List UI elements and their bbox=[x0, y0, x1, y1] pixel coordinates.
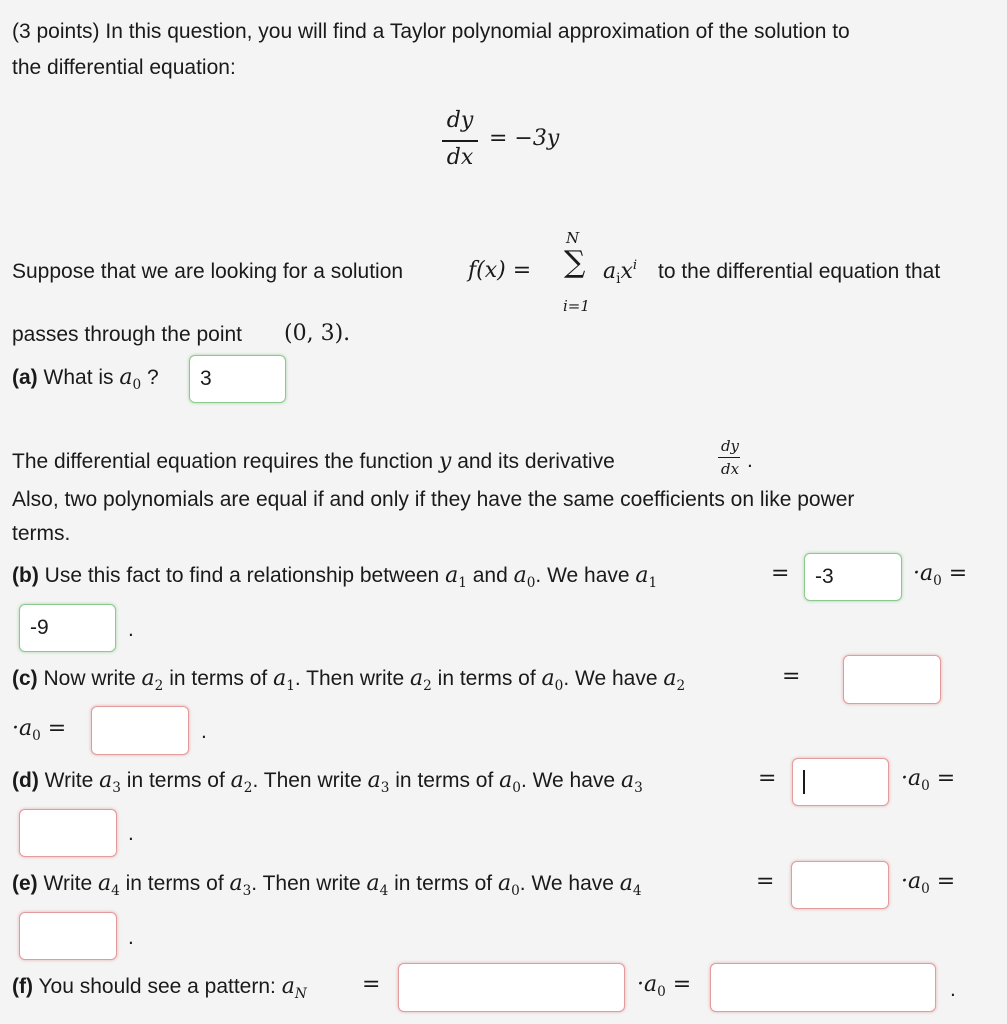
part-c-answer-input-2[interactable] bbox=[91, 706, 189, 755]
part-f-period: . bbox=[950, 978, 956, 1001]
explain-derivative-bar bbox=[718, 457, 740, 458]
explain-line3: terms. bbox=[12, 522, 71, 545]
explain-line2: Also, two polynomials are equal if and only if they have the same coefficients on like power bbox=[12, 488, 855, 511]
part-c-answer-input-1[interactable] bbox=[843, 655, 941, 704]
explain-derivative-den: dx bbox=[720, 460, 740, 478]
ode-fraction-denominator: dx bbox=[446, 145, 474, 170]
passes-through-text: passes through the point bbox=[12, 323, 242, 346]
explain-derivative-num: dy bbox=[720, 437, 740, 455]
part-f-cdot-a0: $\cdot a_0$ = bbox=[637, 972, 692, 1000]
part-d-prompt: (d) Write $a_3$ in terms of $a_2$. Then write $a_3$ in terms of $a_0$. We have $a_3$ bbox=[12, 768, 643, 796]
explain-line1: The differential equation requires the function y and its derivative bbox=[12, 449, 615, 474]
sum-upper-limit: N bbox=[566, 229, 580, 247]
part-d-equals-1: = bbox=[758, 766, 777, 791]
solution-function: f(x) = bbox=[468, 258, 532, 283]
question-intro-line2: the differential equation: bbox=[12, 56, 236, 79]
suppose-text: Suppose that we are looking for a solution bbox=[12, 260, 404, 283]
ode-rhs: = −3y bbox=[489, 126, 560, 151]
part-b-period: . bbox=[128, 618, 134, 641]
series-term: $a_ix^i$ bbox=[603, 258, 638, 287]
sum-lower-limit: i=1 bbox=[563, 297, 590, 315]
part-e-cdot-a0: $\cdot a_0$ = bbox=[901, 869, 956, 897]
initial-point: (0, 3). bbox=[284, 321, 351, 346]
part-d-period: . bbox=[128, 822, 134, 845]
part-d-cdot-a0: $\cdot a_0$ = bbox=[901, 766, 956, 794]
part-b-cdot-a0: $\cdot a_0$ = bbox=[913, 561, 968, 589]
part-c-period: . bbox=[201, 720, 207, 743]
question-intro-line1: (3 points) In this question, you will find a Taylor polynomial approximation of the solution to bbox=[12, 20, 850, 43]
part-b-answer-input-1[interactable]: -3 bbox=[804, 553, 902, 601]
part-d-answer-input-1[interactable] bbox=[792, 758, 889, 806]
part-e-prompt: (e) Write $a_4$ in terms of $a_3$. Then write $a_4$ in terms of $a_0$. We have $a_4$ bbox=[12, 871, 642, 899]
part-e-equals-1: = bbox=[756, 869, 775, 894]
part-f-prompt: (f) You should see a pattern: $a_N$ bbox=[12, 974, 307, 1002]
part-b-answer-input-2[interactable]: -9 bbox=[19, 604, 116, 652]
part-e-answer-input-1[interactable] bbox=[791, 861, 889, 909]
part-b-equals-1: = bbox=[771, 561, 790, 586]
part-c-equals-1: = bbox=[782, 664, 801, 689]
part-a-answer-input[interactable]: 3 bbox=[189, 355, 286, 403]
part-f-answer-input-1[interactable] bbox=[398, 963, 625, 1012]
part-f-answer-input-2[interactable] bbox=[710, 963, 936, 1012]
suppose-text-after: to the differential equation that bbox=[658, 260, 941, 283]
part-f-equals-1: = bbox=[362, 972, 381, 997]
part-c-prompt: (c) Now write $a_2$ in terms of $a_1$. Then write $a_2$ in terms of $a_0$. We have $a_2$ bbox=[12, 666, 686, 694]
part-c-cdot-a0: $\cdot a_0$ = bbox=[12, 716, 67, 744]
part-b-prompt: (b) Use this fact to find a relationship between $a_1$ and $a_0$. We have $a_1$ bbox=[12, 563, 658, 591]
ode-fraction-numerator: dy bbox=[446, 108, 474, 133]
part-d-answer-input-2[interactable] bbox=[19, 809, 117, 857]
text-cursor bbox=[803, 770, 805, 794]
explain-period: . bbox=[747, 449, 753, 472]
part-a-prompt: (a) What is $a_0$ ? bbox=[12, 365, 159, 393]
ode-fraction-bar bbox=[442, 140, 478, 142]
sigma-symbol: ∑ bbox=[564, 245, 586, 280]
part-e-answer-input-2[interactable] bbox=[19, 912, 117, 960]
part-e-period: . bbox=[128, 926, 134, 949]
